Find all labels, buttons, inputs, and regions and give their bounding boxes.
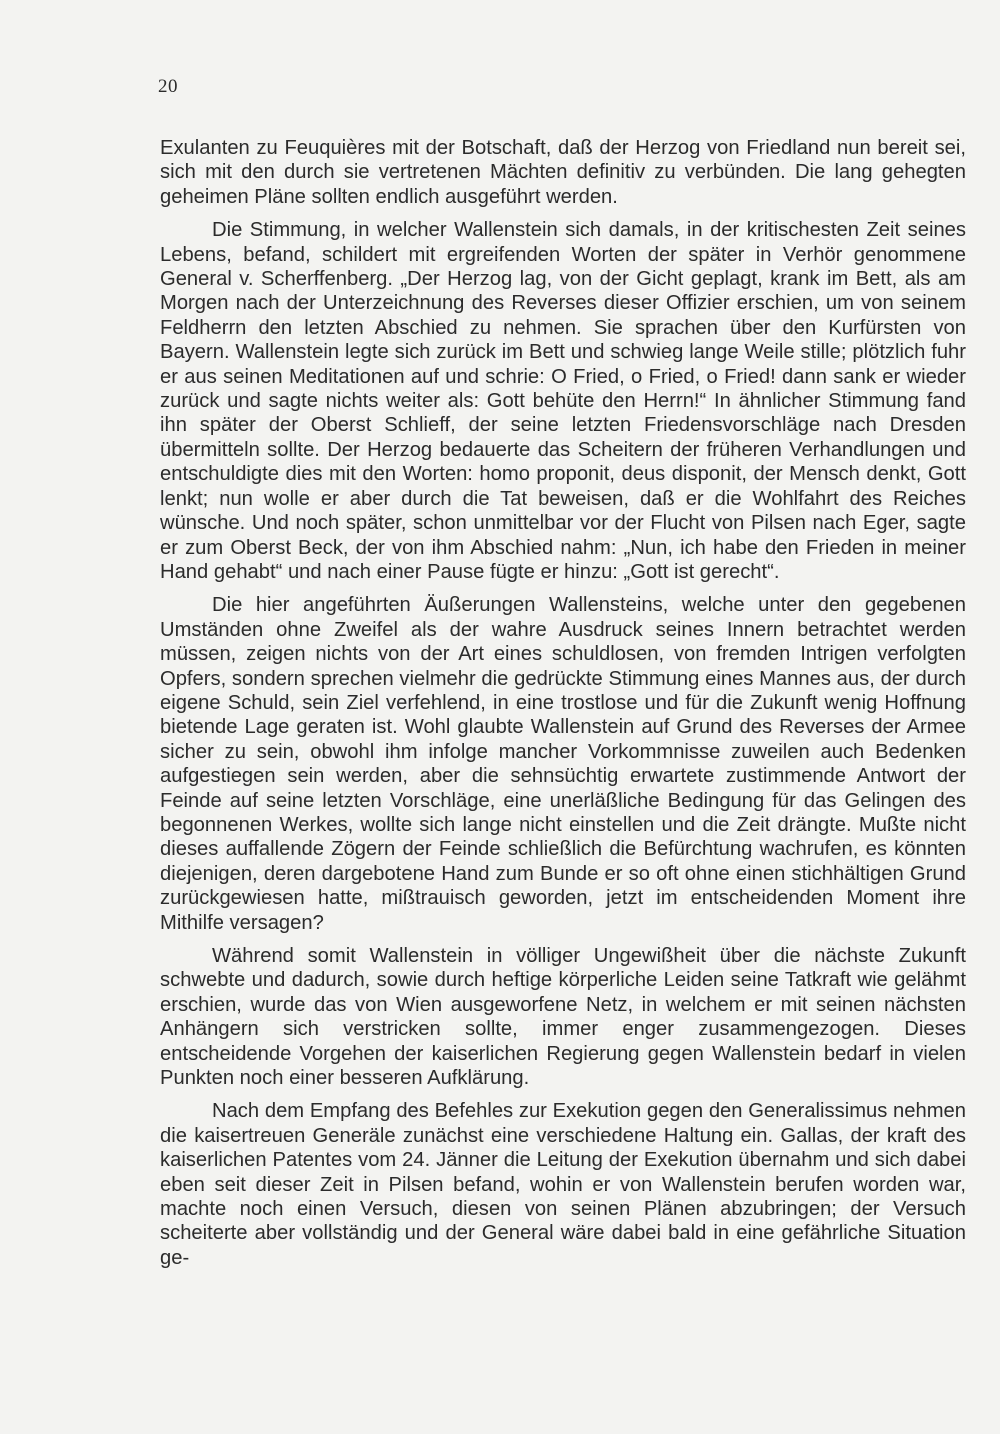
paragraph: Die hier angeführten Äußerungen Wallensteins, welche unter den gegebenen Umständen ohne Zweifel als der wahre Ausdruck seines Innern betrachtet werden müssen, zeigen nichts von der Art eines schuldlosen, von fremden Intrigen verfolgten Opfers, sondern sprechen vielmehr die gedrückte Stimmung eines Mannes aus, der durch eigene Schuld, sein Ziel verfehlend, in eine trostlose und für die Zukunft wenig Hoffnung bietende Lage geraten ist. Wohl glaubte Wallenstein auf Grund des Reverses der Armee sicher zu sein, obwohl ihm infolge mancher Vorkommnisse zuweilen auch Bedenken aufgestiegen sein werden, aber die sehnsüchtig erwartete zustimmende Antwort der Feinde auf seine letzten Vorschläge, eine unerläßliche Bedingung für das Gelingen des begonnenen Werkes, wollte sich lange nicht einstellen und die Zeit drängte. Mußte nicht dieses auffallende Zögern der Feinde schließlich die Befürchtung wachrufen, es könnten diejenigen, deren dargebotene Hand zum Bunde er so oft ohne einen stichhältigen Grund zurückgewiesen hatte, mißtrauisch geworden, jetzt im entscheidenden Moment ihre Mithilfe versagen? [160,594,966,934]
page-number: 20 [158,76,178,97]
paragraph: Die Stimmung, in welcher Wallenstein sich damals, in der kritischesten Zeit seines Lebens, befand, schildert mit ergreifenden Worten der später in Verhör genommene General v. Scherffenberg. „Der Herzog lag, von der Gicht geplagt, krank im Bett, als am Morgen nach der Unterzeichnung des Reverses dieser Offizier erschien, um von seinem Feldherrn den letzten Abschied zu nehmen. Sie sprachen über den Kurfürsten von Bayern. Wallenstein legte sich zurück im Bett und schwieg lange Weile stille; plötzlich fuhr er aus seinen Meditationen auf und schrie: O Fried, o Fried, o Fried! dann sank er wieder zurück und sagte nichts weiter als: Gott behüte den Herrn!“ In ähnlicher Stimmung fand ihn später der Oberst Schlieff, der seine letzten Friedensvorschläge nach Dresden übermitteln sollte. Der Herzog bedauerte das Scheitern der früheren Verhandlungen und entschuldigte dies mit den Worten: homo proponit, deus disponit, der Mensch denkt, Gott lenkt; nun wolle er aber durch die Tat beweisen, daß er die Wohlfahrt des Reiches wünsche. Und noch später, schon unmittelbar vor der Flucht von Pilsen nach Eger, sagte er zum Oberst Beck, der von ihm Abschied nahm: „Nun, ich habe den Frieden in meiner Hand gehabt“ und nach einer Pause fügte er hinzu: „Gott ist gerecht“. [160,219,966,583]
paragraph: Exulanten zu Feuquières mit der Botschaft, daß der Herzog von Friedland nun bereit sei, sich mit den durch sie vertretenen Mächten definitiv zu verbünden. Die lang gehegten geheimen Pläne sollten endlich ausgeführt werden. [160,137,966,208]
paragraph: Während somit Wallenstein in völliger Ungewißheit über die nächste Zukunft schwebte und dadurch, sowie durch heftige körperliche Leiden seine Tatkraft wie gelähmt erschien, wurde das von Wien ausgeworfene Netz, in welchem er mit seinen nächsten Anhängern sich verstricken sollte, immer enger zusammengezogen. Dieses entscheidende Vorgehen der kaiserlichen Regierung gegen Wallenstein bedarf in vielen Punkten noch einer besseren Aufklärung. [160,945,966,1090]
paragraph: Nach dem Empfang des Befehles zur Exekution gegen den Generalissimus nehmen die kaisertreuen Generäle zunächst eine verschiedene Haltung ein. Gallas, der kraft des kaiserlichen Patentes vom 24. Jänner die Leitung der Exekution übernahm und sich dabei eben seit dieser Zeit in Pilsen befand, wohin er von Wallenstein berufen worden war, machte noch einen Versuch, diesen von seinen Plänen abzubringen; der Versuch scheiterte aber vollständig und der General wäre dabei bald in eine gefährliche Situation ge- [160,1100,966,1269]
page-body [160,136,966,1279]
